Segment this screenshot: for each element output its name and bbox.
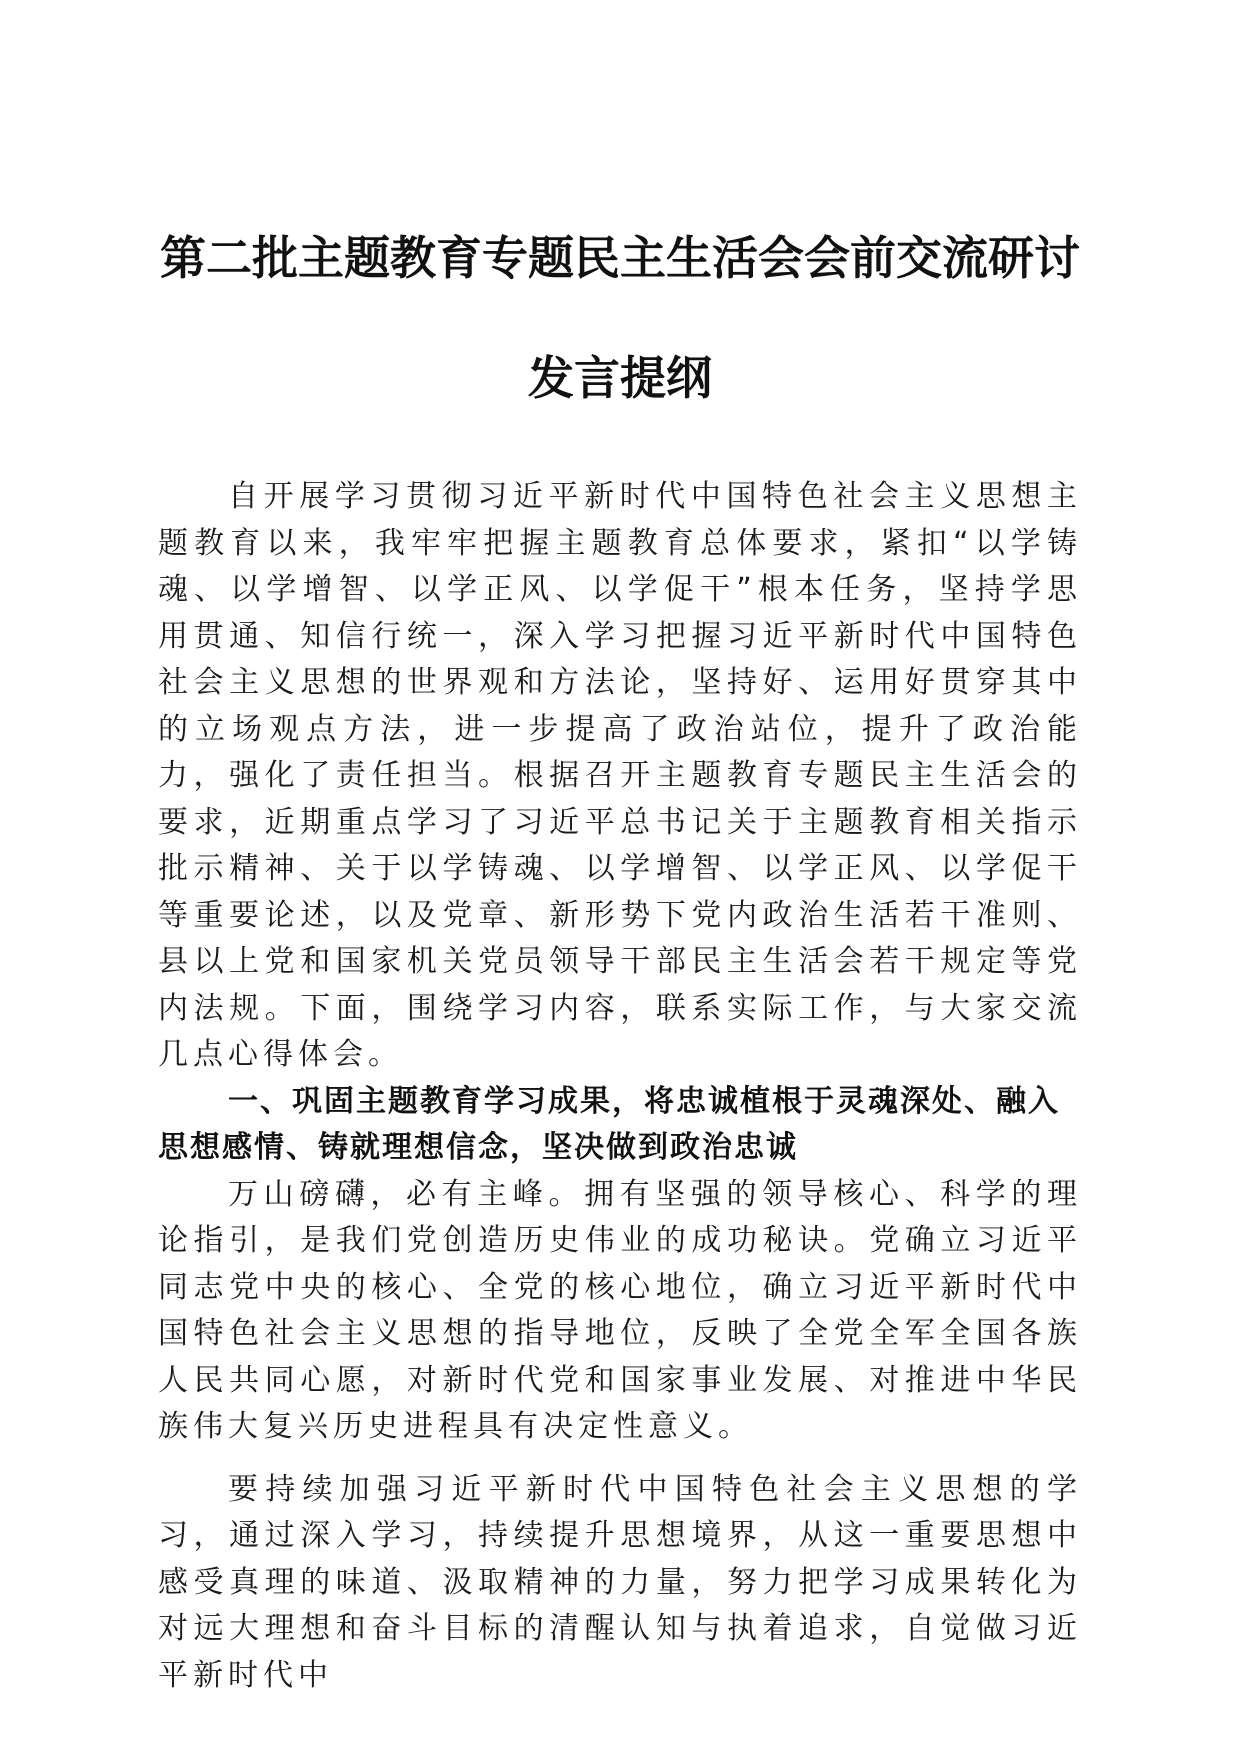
document-title-line-2: 发言提纲 [528, 351, 712, 405]
intro-paragraph: 自开展学习贯彻习近平新时代中国特色社会主义思想主题教育以来，我牢牢把握主题教育总体要求，紧扣“以学铸魂、以学增智、以学正风、以学促干”根本任务，坚持学思用贯通、知信行统一，深入学习把握习近平新时代中国特色社会主义思想的世界观和方法论，坚持好、运用好贯穿其中的立场观点方法，进一步提高了政治站位，提升了政治能力，强化了责任担当。根据召开主题教育专题民主生活会的要求，近期重点学习了习近平总书记关于主题教育相关指示批示精神、关于以学铸魂、以学增智、以学正风、以学促干等重要论述，以及党章、新形势下党内政治生活若干准则、县以上党和国家机关党员领导干部民主生活会若干规定等党内法规。下面，围绕学习内容，联系实际工作，与大家交流几点心得体会。 [158, 479, 1082, 1072]
body-paragraph: 要持续加强习近平新时代中国特色社会主义思想的学习，通过深入学习，持续提升思想境界，从这一重要思想中感受真理的味道、汲取精神的力量，努力把学习成果转化为对远大理想和奋斗目标的清醒认知与执着追求，自觉做习近平新时代中 [158, 1471, 1082, 1693]
document-title-line-1: 第二批主题教育专题民主生活会会前交流研讨 [160, 231, 1080, 285]
section-heading-1: 一、巩固主题教育学习成果，将忠诚植根于灵魂深处、融入思想感情、铸就理想信念，坚决做到政治忠诚 [158, 1083, 1060, 1165]
document-body [158, 474, 1082, 1699]
body-paragraph: 万山磅礴，必有主峰。拥有坚强的领导核心、科学的理论指引，是我们党创造历史伟业的成功秘诀。党确立习近平同志党中央的核心、全党的核心地位，确立习近平新时代中国特色社会主义思想的指导地位，反映了全党全军全国各族人民共同心愿，对新时代党和国家事业发展、对推进中华民族伟大复兴历史进程具有决定性意义。 [158, 1176, 1082, 1444]
